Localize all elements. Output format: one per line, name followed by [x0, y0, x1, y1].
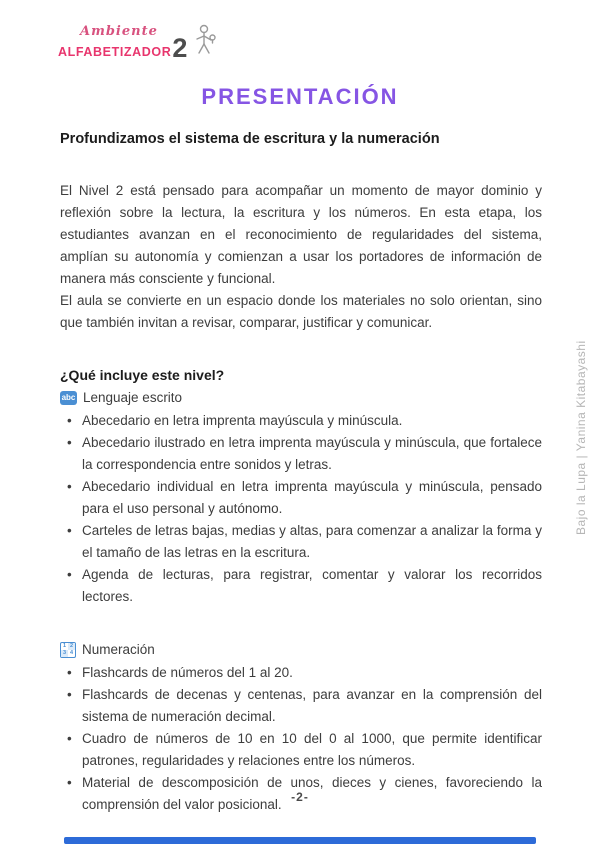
list-item: • Abecedario en letra imprenta mayúscula y minúscula.: [60, 410, 542, 432]
list-item: • Agenda de lecturas, para registrar, comentar y valorar los recorridos lectores.: [60, 564, 542, 608]
list-item: • Cuadro de números de 10 en 10 del 0 al 1000, que permite identificar patrones, regularidades y relaciones entre los números.: [60, 728, 542, 772]
list-item: • Abecedario individual en letra imprenta mayúscula y minúscula, pensado para el uso personal y autónomo.: [60, 476, 542, 520]
logo-level-number: 2: [172, 33, 188, 63]
page-number: -2-: [291, 790, 309, 804]
logo-main-text: ALFABETIZADOR: [58, 45, 172, 59]
numeracion-label: Numeración: [82, 642, 155, 657]
include-question: ¿Qué incluye este nivel?: [60, 367, 225, 383]
list-item: • Carteles de letras bajas, medias y altas, para comenzar a analizar la forma y el tamaño de las letras en la escritura.: [60, 520, 542, 564]
written-language-list: [60, 410, 542, 608]
intro-paragraph-2: El aula se convierte en un espacio donde los materiales no solo orientan, sino que también invitan a revisar, comparar, justificar y comunicar.: [60, 293, 542, 330]
section-heading: Profundizamos el sistema de escritura y la numeración: [60, 131, 440, 147]
main-content: [60, 128, 542, 816]
intro-paragraph-1: El Nivel 2 está pensado para acompañar un momento de mayor dominio y reflexión sobre la lectura, la escritura y los números. En esta etapa, los estudiantes avanzan en el reconocimiento de regularidades del sistema, amplían su autonomía y comienzan a usar los portadores de información de manera más consciente y funcional.: [60, 183, 542, 286]
magnifier-person-icon: [191, 22, 217, 61]
abc-icon: abc: [60, 391, 77, 405]
numeracion-header: [60, 639, 542, 661]
list-item: • Flashcards de números del 1 al 20.: [60, 662, 542, 684]
icon-digit: 1: [62, 643, 67, 649]
list-item: • Material de descomposición de unos, dieces y cienes, favoreciendo la comprensión del valor posicional.: [60, 772, 542, 816]
logo-script-text: Ambiente: [80, 24, 158, 39]
list-item: • Flashcards de decenas y centenas, para avanzar en la comprensión del sistema de numeración decimal.: [60, 684, 542, 728]
written-language-label: Lenguaje escrito: [83, 390, 183, 405]
numbers-1234-icon: [60, 642, 76, 658]
side-credit-text: Bajo la Lupa | Yanina Kitabayashi: [574, 340, 588, 535]
icon-digit: 2: [69, 643, 74, 649]
icon-digit: 3: [62, 650, 67, 656]
page-title: PRESENTACIÓN: [201, 84, 399, 109]
list-item: • Abecedario ilustrado en letra imprenta mayúscula y minúscula, que fortalece la correspondencia entre sonidos y letras.: [60, 432, 542, 476]
footer-accent-bar: [64, 837, 536, 844]
icon-digit: 4: [69, 650, 74, 656]
written-language-header: [60, 387, 542, 409]
